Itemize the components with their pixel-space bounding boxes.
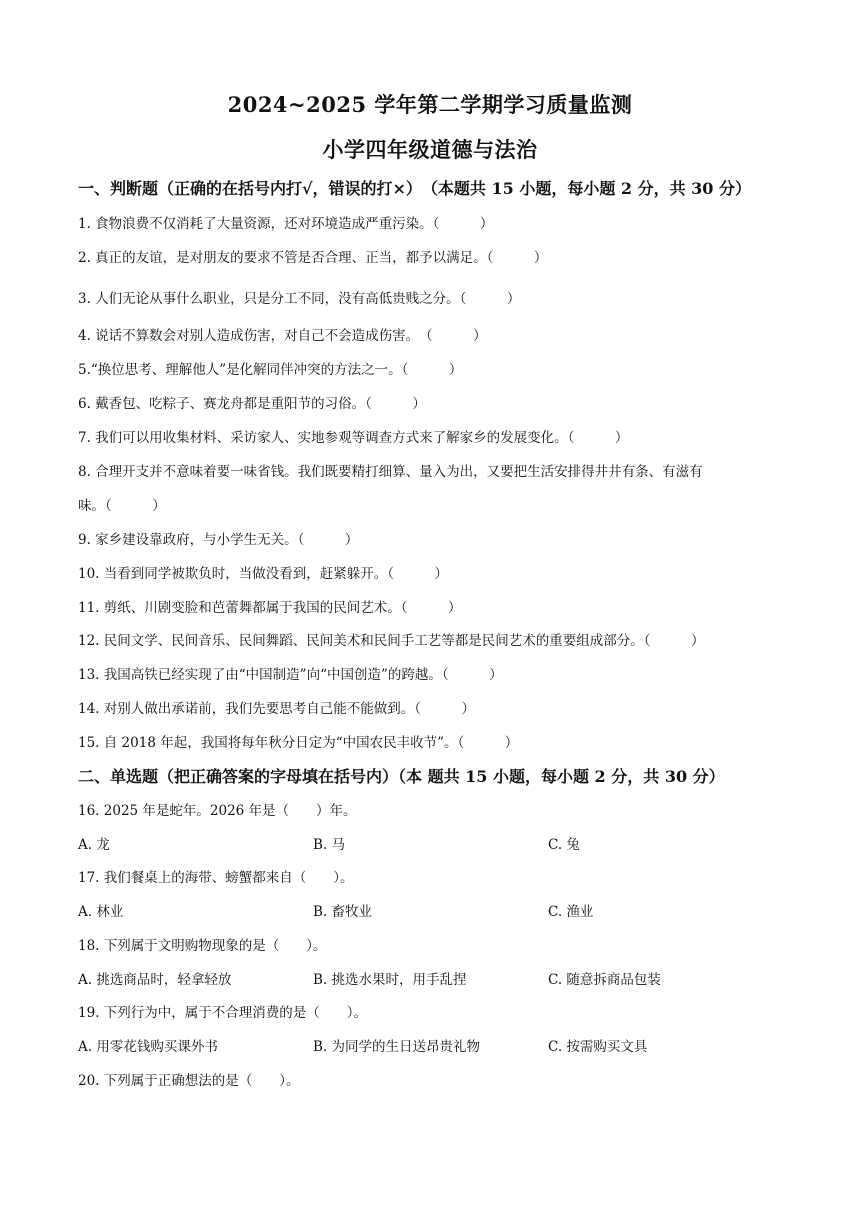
question-12: 12. 民间文学、民间音乐、民间舞蹈、民间美术和民间手工艺等都是民间艺术的重要组成部分。（ ） — [78, 633, 705, 649]
question-16-option-a: A. 龙 — [78, 837, 110, 853]
question-20: 20. 下列属于正确想法的是（ ）。 — [78, 1073, 300, 1089]
section-heading-true-false: 一、判断题（正确的在括号内打√，错误的打×） （本题共 15 小题，每小题 2 分，共 30 分） — [78, 179, 752, 198]
question-13: 13. 我国高铁已经实现了由“中国制造”向“中国创造”的跨越。（ ） — [78, 667, 503, 683]
question-8-continued: 味。（ ） — [78, 498, 166, 514]
question-14: 14. 对别人做出承诺前，我们先要思考自己能不能做到。（ ） — [78, 701, 476, 717]
question-5: 5.“换位思考、理解他人”是化解同伴冲突的方法之一。（ ） — [78, 362, 463, 378]
question-17-option-a: A. 林业 — [78, 904, 124, 920]
question-18-option-b: B. 挑选水果时，用手乱捏 — [313, 972, 467, 988]
question-16-option-b: B. 马 — [313, 837, 346, 853]
question-7: 7. 我们可以用收集材料、采访家人、实地参观等调查方式来了解家乡的发展变化。（ ） — [78, 430, 629, 446]
exam-subtitle: 小学四年级道德与法治 — [322, 137, 538, 162]
question-8: 8. 合理开支并不意味着要一味省钱。我们既要精打细算、量入为出，又要把生活安排得井井有条、有滋有 — [78, 464, 703, 480]
question-4: 4. 说话不算数会对别人造成伤害，对自己不会造成伤害。 （ ） — [78, 328, 487, 344]
question-18: 18. 下列属于文明购物现象的是（ ）。 — [78, 938, 327, 954]
question-19-option-c: C. 按需购买文具 — [548, 1039, 648, 1055]
question-15: 15. 自 2018 年起，我国将每年秋分日定为“中国农民丰收节”。（ ） — [78, 735, 519, 751]
question-18-option-a: A. 挑选商品时，轻拿轻放 — [78, 972, 232, 988]
question-19-option-a: A. 用零花钱购买课外书 — [78, 1039, 218, 1055]
question-16-option-c: C. 兔 — [548, 837, 580, 853]
question-11: 11. 剪纸、川剧变脸和芭蕾舞都属于我国的民间艺术。（ ） — [78, 600, 462, 616]
question-18-option-c: C. 随意拆商品包装 — [548, 972, 661, 988]
question-17-option-c: C. 渔业 — [548, 904, 594, 920]
question-3: 3. 人们无论从事什么职业，只是分工不同，没有高低贵贱之分。（ ） — [78, 291, 521, 307]
question-17-option-b: B. 畜牧业 — [313, 904, 373, 920]
question-16: 16. 2025 年是蛇年。2026 年是（ ）年。 — [78, 803, 357, 819]
question-2: 2. 真正的友谊，是对朋友的要求不管是否合理、正当，都予以满足。（ ） — [78, 250, 548, 266]
question-19-option-b: B. 为同学的生日送昂贵礼物 — [313, 1039, 481, 1055]
question-17: 17. 我们餐桌上的海带、螃蟹都来自（ ）。 — [78, 870, 354, 886]
question-1: 1. 食物浪费不仅消耗了大量资源，还对环境造成严重污染。（ ） — [78, 216, 494, 232]
question-10: 10. 当看到同学被欺负时，当做没看到，赶紧躲开。（ ） — [78, 566, 449, 582]
question-9: 9. 家乡建设靠政府，与小学生无关。（ ） — [78, 532, 359, 548]
section-heading-single-choice: 二、单选题（把正确答案的字母填在括号内）（本 题共 15 小题，每小题 2 分，共 30 分） — [78, 767, 725, 786]
question-19: 19. 下列行为中，属于不合理消费的是（ ）。 — [78, 1005, 368, 1021]
exam-title: 2024~2025 学年第二学期学习质量监测 — [227, 92, 633, 117]
question-6: 6. 戴香包、吃粽子、赛龙舟都是重阳节的习俗。（ ） — [78, 396, 426, 412]
